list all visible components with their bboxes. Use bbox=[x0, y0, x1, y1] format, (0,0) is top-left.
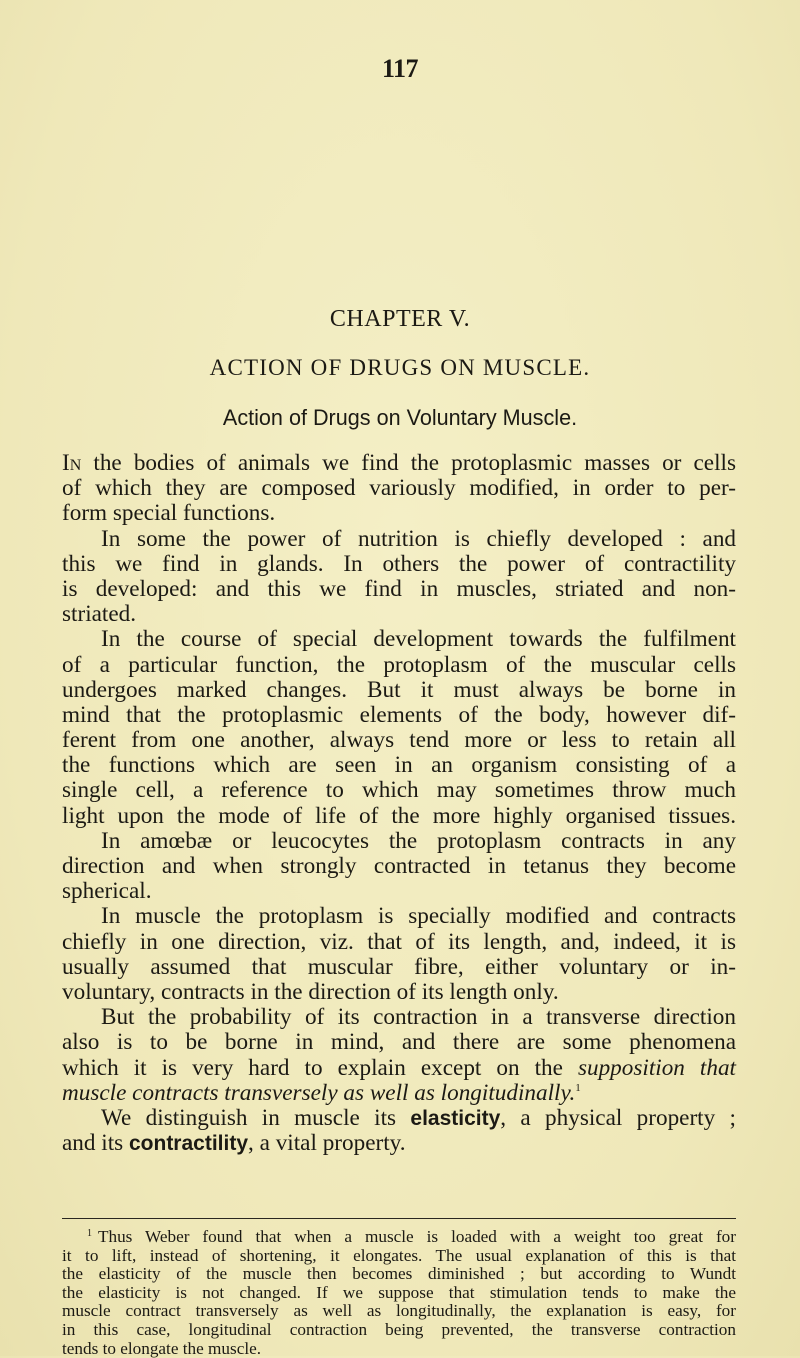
chapter-title: ACTION OF DRUGS ON MUSCLE. bbox=[209, 355, 591, 380]
footnote-divider bbox=[62, 1218, 736, 1219]
paragraph-3-line-8: light upon the mode of life of the more highly organised tissues. bbox=[62, 802, 736, 829]
paragraph-3-line-1: In the course of special development towards the fulfilment bbox=[101, 626, 736, 653]
paragraph-6-line-2: also is to be borne in mind, and there are some phenomena bbox=[62, 1029, 736, 1056]
paragraph-5-line-3: usually assumed that muscular fibre, either voluntary or in- bbox=[62, 953, 736, 980]
paragraph-6-line-1: But the probability of its contraction in a transverse direction bbox=[101, 1004, 736, 1031]
paragraph-4-line-3: spherical. bbox=[62, 878, 152, 905]
page-number: 117 bbox=[381, 54, 419, 83]
paragraph-3-line-6: the functions which are seen in an organism consisting of a bbox=[62, 752, 736, 779]
italic-phrase: muscle contracts transversely as well as longitudinally. bbox=[62, 1079, 576, 1106]
chapter-heading: CHAPTER V. bbox=[329, 306, 471, 332]
footnote-reference[interactable]: 1 bbox=[575, 1081, 581, 1094]
footnote-line-7: tends to elongate the muscle. bbox=[62, 1338, 262, 1358]
section-title: Action of Drugs on Voluntary Muscle. bbox=[222, 405, 578, 430]
footnote-mark: 1 bbox=[87, 1228, 92, 1239]
paragraph-4-line-1: In amœbæ or leucocytes the protoplasm contracts in any bbox=[101, 827, 736, 854]
footnote-line-5: muscle contract transversely as well as longitudinally, the explanation is easy, for bbox=[62, 1301, 736, 1321]
footnote-line-2: it to lift, instead of shortening, it elongates. The usual explanation of this is that bbox=[62, 1245, 736, 1265]
drop-smallcaps: In bbox=[62, 450, 82, 476]
footnote-line-4: the elasticity is not changed. If we suppose that stimulation tends to make the bbox=[62, 1282, 736, 1302]
paragraph-7-line-1: We distinguish in muscle its elasticity, a physical property ; bbox=[101, 1104, 736, 1131]
paragraph-2-line-2: this we find in glands. In others the power of contractility bbox=[62, 550, 736, 577]
term-elasticity: elasticity bbox=[410, 1106, 501, 1130]
paragraph-2-line-3: is developed: and this we find in muscles, striated and non- bbox=[62, 575, 736, 602]
paragraph-7-line-2: and its contractility, a vital property. bbox=[62, 1130, 406, 1157]
paragraph-5-line-1: In muscle the protoplasm is specially modified and contracts bbox=[101, 903, 736, 930]
italic-phrase: supposition that bbox=[577, 1054, 736, 1081]
body-text bbox=[62, 451, 736, 1156]
paragraph-3-line-5: ferent from one another, always tend more or less to retain all bbox=[62, 727, 736, 754]
paragraph-1-line-2: of which they are composed variously modified, in order to per- bbox=[62, 475, 736, 502]
paragraph-2-line-4: striated. bbox=[62, 601, 137, 628]
paragraph-3-line-4: mind that the protoplasmic elements of the body, however dif- bbox=[62, 701, 736, 728]
paragraph-5-line-2: chiefly in one direction, viz. that of its length, and, indeed, it is bbox=[62, 928, 736, 955]
paragraph-3-line-7: single cell, a reference to which may sometimes throw much bbox=[62, 777, 736, 804]
paragraph-1-line-3: form special functions. bbox=[62, 500, 276, 527]
term-contractility: contractility bbox=[128, 1132, 249, 1156]
paragraph-1-line-1: In the bodies of animals we find the protoplasmic masses or cells bbox=[62, 450, 736, 476]
paragraph-4-line-2: direction and when strongly contracted in tetanus they become bbox=[62, 853, 736, 879]
paragraph-6-line-4 bbox=[62, 1081, 736, 1106]
paragraph-3-line-2: of a particular function, the protoplasm of the muscular cells bbox=[62, 651, 736, 678]
paragraph-3-line-3: undergoes marked changes. But it must always be borne in bbox=[62, 676, 736, 703]
footnote-line-6: in this case, longitudinal contraction being prevented, the transverse contraction bbox=[62, 1319, 736, 1339]
footnote-line-3: the elasticity of the muscle then becomes diminished ; but according to Wundt bbox=[62, 1264, 736, 1284]
footnote-line-1: $^1$ Thus Weber found that when a muscle is loaded with a weight too great for bbox=[87, 1227, 736, 1246]
footnote bbox=[62, 1228, 736, 1358]
paragraph-5-line-4: voluntary, contracts in the direction of its length only. bbox=[62, 978, 559, 1005]
paragraph-2-line-1: In some the power of nutrition is chiefly developed : and bbox=[101, 525, 736, 552]
paragraph-6-line-3: which it is very hard to explain except on the supposition that bbox=[62, 1054, 736, 1081]
